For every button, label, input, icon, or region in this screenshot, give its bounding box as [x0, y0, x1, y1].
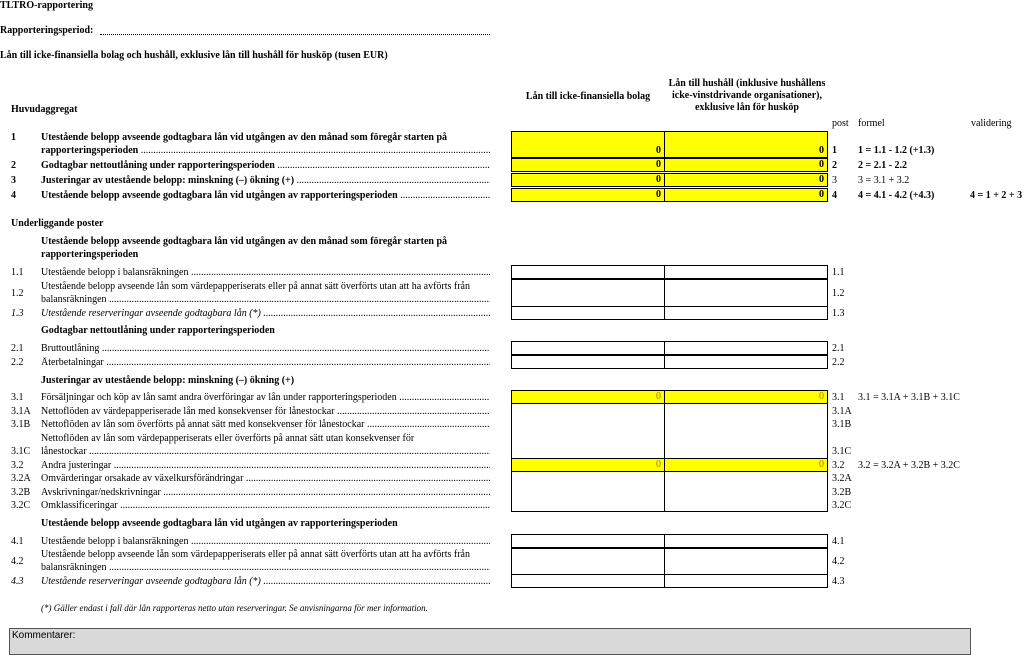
- row-1-1-label: Utestående belopp i balansräkningen .....: [41, 267, 490, 279]
- row-4-2-col-a[interactable]: [511, 548, 665, 575]
- row-3-2b-label: Avskrivningar/nedskrivningar .....: [41, 487, 490, 499]
- row-3-1-label: Försäljningar och köp av lån samt andra överföringar av lån under rapporteringsperioden .....: [41, 392, 490, 404]
- row-2-2-col-b[interactable]: [664, 355, 828, 369]
- row-1-2-label: Utestående belopp avseende lån som värdepapperiserats eller på annat sätt överförts utan att ha avförts från: [41, 281, 470, 292]
- row-1-1-col-a[interactable]: [511, 265, 665, 279]
- row-1-3-label: Utestående reserveringar avseende godtagbara lån (*) .....: [41, 308, 490, 320]
- row-3-1-no: 3.1: [11, 392, 24, 403]
- row-4-2-col-b[interactable]: [664, 548, 828, 575]
- row-2-1-no: 2.1: [11, 343, 24, 354]
- row-4-1-post: 4.1: [832, 536, 845, 547]
- row-4-2-label: Utestående belopp avseende lån som värdepapperiserats eller på annat sätt överförts utan att ha avförts från: [41, 549, 470, 560]
- row-4-3-label: Utestående reserveringar avseende godtagbara lån (*) .....: [41, 576, 490, 588]
- row-3-post: 3: [832, 175, 837, 186]
- row-4-3-col-b[interactable]: [664, 574, 828, 588]
- row-4-3-col-a[interactable]: [511, 574, 665, 588]
- page-title: TLTRO-rapportering: [0, 0, 93, 11]
- row-4-3-no: 4.3: [11, 576, 24, 587]
- row-1-2-col-a[interactable]: [511, 279, 665, 307]
- row-1-3-col-b[interactable]: [664, 306, 828, 320]
- period-field[interactable]: [100, 34, 490, 35]
- comments-label: Kommentarer:: [12, 630, 76, 641]
- post-header: post: [832, 118, 849, 129]
- row-4-col-a[interactable]: 0: [511, 188, 665, 202]
- group-3-heading: Justeringar av utestående belopp: minskning (–) ökning (+): [41, 375, 295, 386]
- row-1-2-label-cont: balansräkningen .....: [41, 294, 490, 306]
- row-3-2-no: 3.2: [11, 460, 24, 471]
- row-2-label: Godtagbar nettoutlåning under rapporteringsperioden .....: [41, 160, 490, 172]
- grid-line: [664, 471, 665, 512]
- row-3-1c-no: 3.1C: [11, 446, 31, 457]
- row-1-label: Utestående belopp avseende godtagbara lån vid utgången av den månad som föregår starten på: [41, 132, 448, 143]
- row-3-col-b[interactable]: 0: [664, 173, 828, 187]
- row-4-label: Utestående belopp avseende godtagbara lån vid utgången av rapporteringsperioden .....: [41, 190, 490, 202]
- row-4-1-label: Utestående belopp i balansräkningen .....: [41, 536, 490, 548]
- row-4-col-b[interactable]: 0: [664, 188, 828, 202]
- row-2-2-col-a[interactable]: [511, 355, 665, 369]
- row-4-1-col-b[interactable]: [664, 534, 828, 548]
- row-3-2c-no: 3.2C: [11, 500, 31, 511]
- row-2-1-col-b[interactable]: [664, 341, 828, 355]
- row-3-2c-post: 3.2C: [832, 500, 852, 511]
- row-3-2-formula: 3.2 = 3.2A + 3.2B + 3.2C: [858, 460, 960, 471]
- row-2-post: 2: [832, 160, 837, 171]
- row-3-1-col-a[interactable]: 0: [511, 390, 665, 404]
- row-3-label: Justeringar av utestående belopp: minskning (–) ökning (+) .....: [41, 175, 490, 187]
- row-3-1c-label: Nettoflöden av lån som värdepapperiserats eller överförts på annat sätt utan konsekvenser för: [41, 433, 415, 444]
- row-1-label-cont: rapporteringsperioden .....: [41, 145, 490, 157]
- section-title: Lån till icke-finansiella bolag och hushåll, exklusive lån till hushåll för husköp (tusen EUR): [0, 50, 388, 61]
- col-b-header: Lån till hushåll (inklusive hushållens icke-vinstdrivande organisationer), exklusive lån för husköp: [668, 78, 826, 113]
- group-4-heading: Utestående belopp avseende godtagbara lån vid utgången av rapporteringsperioden: [41, 518, 398, 529]
- col-a-header: Lån till icke-finansiella bolag: [525, 91, 651, 102]
- row-3-1a-label: Nettoflöden av värdepapperiserade lån med konsekvenser för lånestockar .....: [41, 406, 490, 418]
- row-3-2-col-a[interactable]: 0: [511, 458, 665, 472]
- row-1-1-no: 1.1: [11, 267, 24, 278]
- group-1-heading-cont: rapporteringsperioden: [41, 249, 139, 260]
- row-2-1-label: Bruttoutlåning .....: [41, 343, 490, 355]
- row-4-no: 4: [11, 190, 16, 201]
- row-3-1-post: 3.1: [832, 392, 845, 403]
- row-1-2-no: 1.2: [11, 288, 24, 299]
- footnote: (*) Gäller endast i fall där lån rapporteras netto utan reserveringar. Se anvisningarna för mer information.: [41, 603, 428, 613]
- group-2-heading: Godtagbar nettoutlåning under rapporteringsperioden: [41, 325, 275, 336]
- row-1-col-a[interactable]: 0: [511, 131, 665, 158]
- row-3-1b-label: Nettoflöden av lån som överförts på annat sätt med konsekvenser för lånestockar .....: [41, 419, 490, 431]
- row-3-2-col-b[interactable]: 0: [664, 458, 828, 472]
- row-1-3-col-a[interactable]: [511, 306, 665, 320]
- row-4-post: 4: [832, 190, 837, 201]
- row-4-2-label-cont: balansräkningen .....: [41, 562, 490, 574]
- row-1-3-post: 1.3: [832, 308, 845, 319]
- period-label: Rapporteringsperiod:: [0, 25, 94, 36]
- grid-line: [511, 511, 828, 512]
- row-3-2b-post: 3.2B: [832, 487, 852, 498]
- row-4-2-post: 4.2: [832, 556, 845, 567]
- grid-line: [664, 403, 665, 458]
- row-3-formula: 3 = 3.1 + 3.2: [858, 175, 910, 186]
- row-2-1-col-a[interactable]: [511, 341, 665, 355]
- row-4-formula: 4 = 4.1 - 4.2 (+4.3): [858, 190, 935, 201]
- row-1-1-post: 1.1: [832, 267, 845, 278]
- row-2-1-post: 2.1: [832, 343, 845, 354]
- row-3-2-post: 3.2: [832, 460, 845, 471]
- row-3-2a-post: 3.2A: [832, 473, 852, 484]
- row-3-2a-label: Omvärderingar orsakade av växelkursförändringar .....: [41, 473, 490, 485]
- row-4-1-col-a[interactable]: [511, 534, 665, 548]
- grid-line: [511, 403, 512, 512]
- row-4-3-post: 4.3: [832, 576, 845, 587]
- row-2-no: 2: [11, 160, 16, 171]
- row-2-2-no: 2.2: [11, 357, 24, 368]
- formel-header: formel: [858, 118, 885, 129]
- row-3-2b-no: 3.2B: [11, 487, 31, 498]
- comments-field[interactable]: [9, 628, 971, 655]
- row-3-no: 3: [11, 175, 16, 186]
- row-3-1a-no: 3.1A: [11, 406, 31, 417]
- validering-header: validering: [971, 118, 1012, 129]
- row-4-validation: 4 = 1 + 2 + 3: [970, 190, 1023, 201]
- row-3-1-formula: 3.1 = 3.1A + 3.1B + 3.1C: [858, 392, 960, 403]
- row-1-2-col-b[interactable]: [664, 279, 828, 307]
- row-1-3-no: 1.3: [11, 308, 24, 319]
- row-1-1-col-b[interactable]: [664, 265, 828, 279]
- row-3-1b-post: 3.1B: [832, 419, 852, 430]
- row-3-1a-post: 3.1A: [832, 406, 852, 417]
- row-1-formula: 1 = 1.1 - 1.2 (+1.3): [858, 145, 935, 156]
- row-4-2-no: 4.2: [11, 556, 24, 567]
- row-2-col-b[interactable]: 0: [664, 158, 828, 172]
- row-3-2-label: Andra justeringar .....: [41, 460, 490, 472]
- row-3-1-col-b[interactable]: 0: [664, 390, 828, 404]
- row-3-1b-no: 3.1B: [11, 419, 31, 430]
- row-1-post: 1: [832, 145, 837, 156]
- row-2-2-label: Återbetalningar .....: [41, 357, 490, 369]
- main-heading: Huvudaggregat: [11, 104, 78, 115]
- row-3-2a-no: 3.2A: [11, 473, 31, 484]
- row-3-col-a[interactable]: 0: [511, 173, 665, 187]
- row-1-no: 1: [11, 132, 16, 143]
- row-1-2-post: 1.2: [832, 288, 845, 299]
- row-2-2-post: 2.2: [832, 357, 845, 368]
- underlying-heading: Underliggande poster: [11, 218, 104, 229]
- group-1-heading: Utestående belopp avseende godtagbara lån vid utgången av den månad som föregår starten på: [41, 236, 448, 247]
- row-4-1-no: 4.1: [11, 536, 24, 547]
- row-3-2c-label: Omklassificeringar .....: [41, 500, 490, 512]
- row-1-col-b[interactable]: 0: [664, 131, 828, 158]
- row-2-formula: 2 = 2.1 - 2.2: [858, 160, 908, 171]
- grid-line: [827, 403, 828, 512]
- row-3-1c-post: 3.1C: [832, 446, 852, 457]
- row-2-col-a[interactable]: 0: [511, 158, 665, 172]
- row-3-1c-label-cont: lånestockar .....: [41, 446, 490, 458]
